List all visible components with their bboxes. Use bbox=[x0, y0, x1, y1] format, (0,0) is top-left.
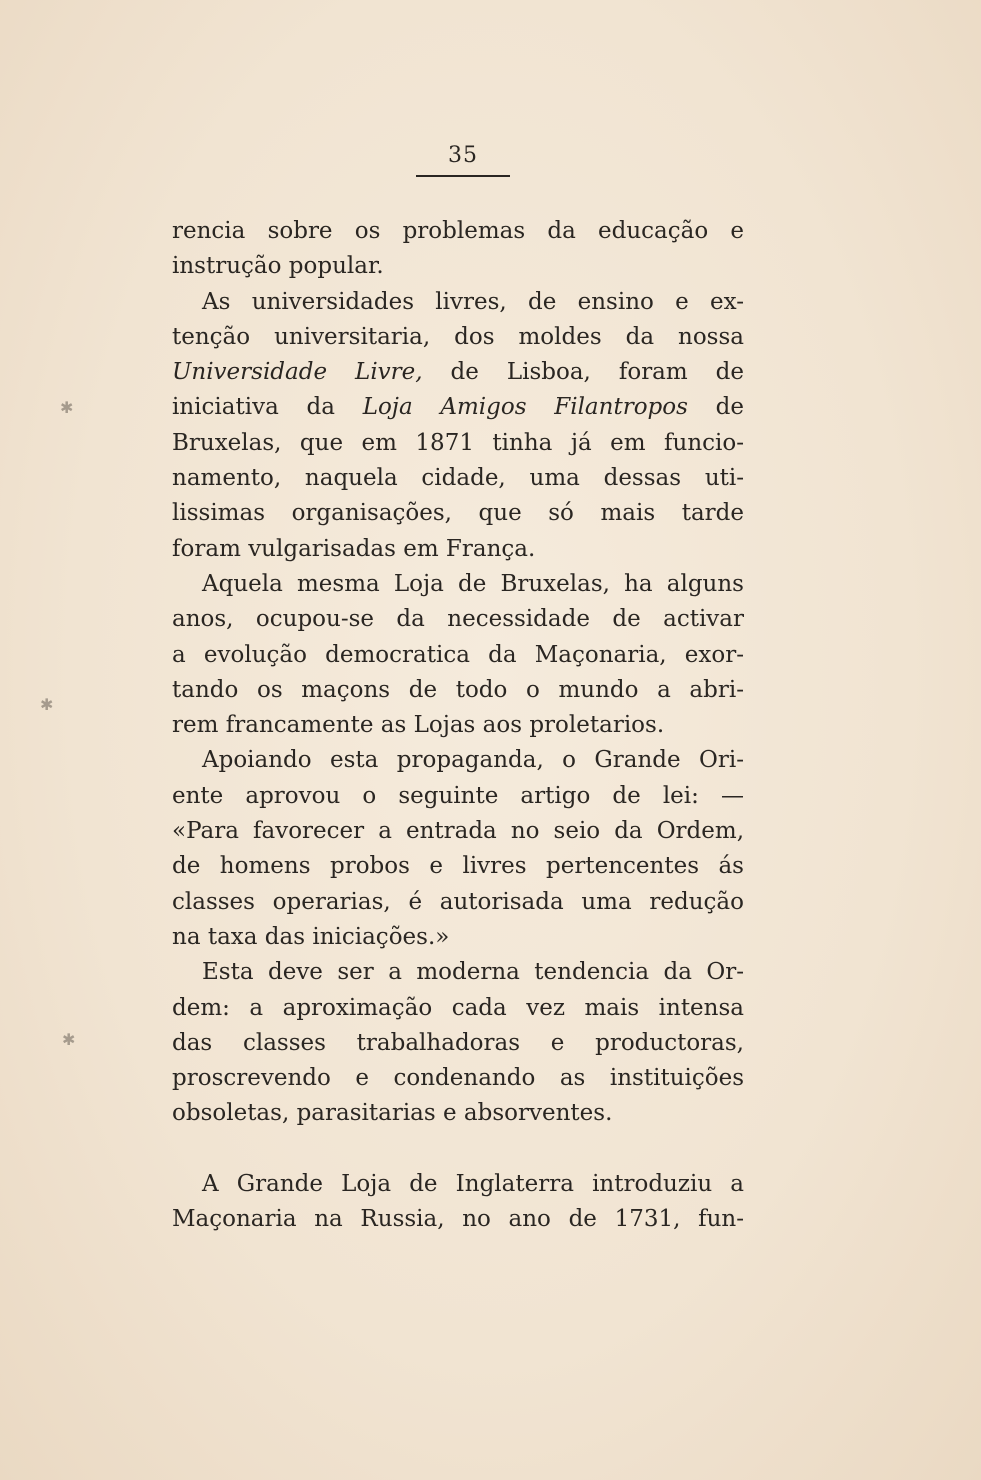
text-line: na taxa das iniciações.» bbox=[172, 923, 450, 950]
text-line: namento, naquela cidade, uma dessas uti- bbox=[172, 465, 744, 492]
text-run: iniciativa da bbox=[172, 394, 363, 421]
text-run: de bbox=[687, 394, 744, 421]
body-text bbox=[172, 214, 744, 1237]
text-line: Bruxelas, que em 1871 tinha já em funcio- bbox=[172, 429, 744, 456]
text-line: lissimas organisações, que só mais tarde bbox=[172, 500, 744, 527]
text-line: foram vulgarisadas em França. bbox=[172, 535, 536, 562]
text-line: classes operarias, é autorisada uma redução bbox=[172, 888, 744, 915]
text-line: das classes trabalhadoras e productoras, bbox=[172, 1029, 744, 1056]
text-line bbox=[172, 390, 744, 425]
italic-title: Universidade Livre, bbox=[172, 359, 423, 386]
text-line: Aquela mesma Loja de Bruxelas, ha alguns bbox=[202, 570, 744, 597]
text-line: proscrevendo e condenando as instituições bbox=[172, 1065, 744, 1092]
text-line: anos, ocupou-se da necessidade de activar bbox=[172, 606, 744, 633]
italic-title: Loja Amigos Filantropos bbox=[362, 394, 688, 421]
text-line: a evolução democratica da Maçonaria, exor- bbox=[172, 641, 744, 668]
text-line: A Grande Loja de Inglaterra introduziu a bbox=[202, 1170, 744, 1197]
paragraph-gap bbox=[172, 1132, 744, 1167]
text-line: rem francamente as Lojas aos proletarios. bbox=[172, 712, 665, 739]
page-number-rule bbox=[416, 175, 510, 177]
paper-damage-mark: ✱ bbox=[60, 398, 74, 417]
text-line: dem: a aproximação cada vez mais intensa bbox=[172, 994, 744, 1021]
text-line: rencia sobre os problemas da educação e bbox=[172, 218, 744, 244]
page-number: 35 bbox=[448, 143, 478, 168]
paper-damage-mark: ✱ bbox=[40, 695, 54, 714]
text-line: Maçonaria na Russia, no ano de 1731, fun- bbox=[172, 1206, 744, 1233]
text-line: tenção universitaria, dos moldes da nossa bbox=[172, 323, 744, 350]
text-line: As universidades livres, de ensino e ex- bbox=[202, 288, 744, 315]
text-line: «Para favorecer a entrada no seio da Ordem, bbox=[172, 818, 744, 845]
paper-damage-mark: ✱ bbox=[62, 1030, 76, 1049]
text-line: obsoletas, parasitarias e absorventes. bbox=[172, 1100, 613, 1127]
text-run: de Lisboa, foram de bbox=[422, 359, 744, 386]
text-line: Esta deve ser a moderna tendencia da Or- bbox=[202, 959, 744, 986]
text-line: tando os maçons de todo o mundo a abri- bbox=[172, 676, 744, 703]
text-line bbox=[172, 355, 744, 390]
text-line: de homens probos e livres pertencentes ás bbox=[172, 853, 744, 880]
text-line: ente aprovou o seguinte artigo de lei: — bbox=[172, 782, 744, 809]
text-line: instrução popular. bbox=[172, 253, 384, 280]
text-line: Apoiando esta propaganda, o Grande Ori- bbox=[202, 747, 744, 774]
